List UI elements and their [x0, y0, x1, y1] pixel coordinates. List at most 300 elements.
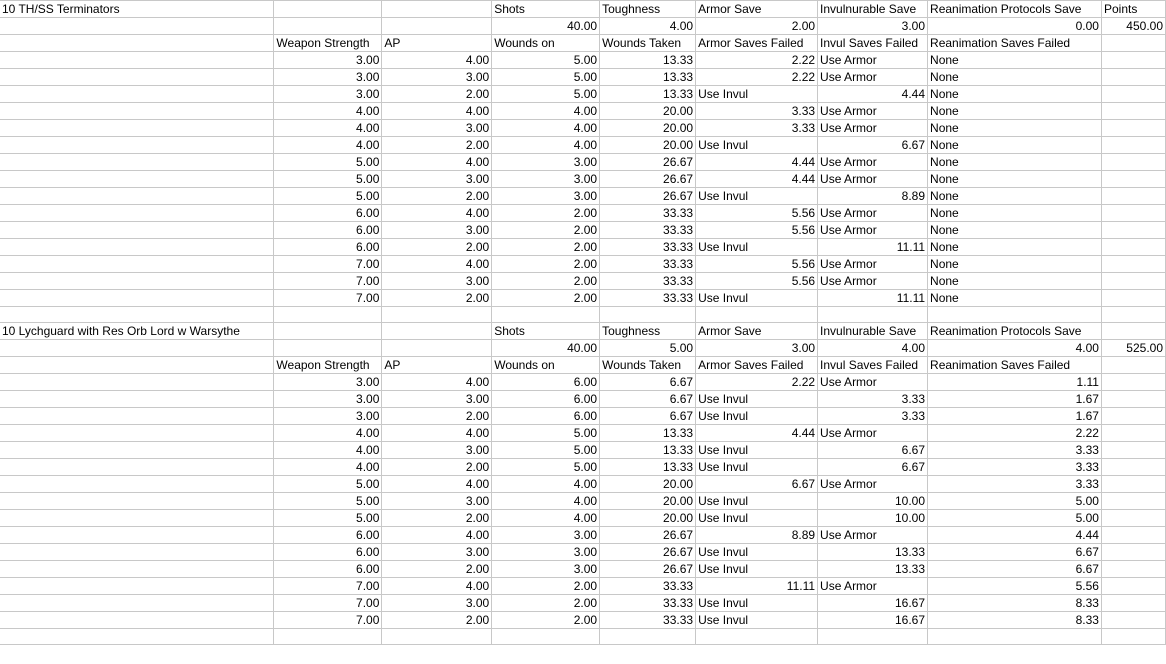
cell-B33[interactable]: 6.00: [274, 544, 382, 561]
cell-E9[interactable]: 20.00: [600, 137, 696, 154]
cell-C7[interactable]: 4.00: [382, 103, 492, 120]
cell-G9[interactable]: 6.67: [818, 137, 928, 154]
cell-H12[interactable]: None: [928, 188, 1102, 205]
cell-A35[interactable]: [0, 578, 274, 595]
cell-I22[interactable]: [1101, 357, 1165, 374]
cell-H10[interactable]: None: [928, 154, 1102, 171]
cell-G2[interactable]: 3.00: [818, 18, 928, 35]
cell-F19[interactable]: [696, 307, 818, 323]
cell-G38[interactable]: [818, 629, 928, 645]
cell-D28[interactable]: 5.00: [492, 459, 600, 476]
cell-I32[interactable]: [1101, 527, 1165, 544]
cell-I33[interactable]: [1101, 544, 1165, 561]
cell-A36[interactable]: [0, 595, 274, 612]
cell-A7[interactable]: [0, 103, 274, 120]
cell-H21[interactable]: 4.00: [928, 340, 1102, 357]
cell-D21[interactable]: 40.00: [492, 340, 600, 357]
cell-E38[interactable]: [600, 629, 696, 645]
cell-G14[interactable]: Use Armor: [818, 222, 928, 239]
cell-I26[interactable]: [1101, 425, 1165, 442]
cell-E8[interactable]: 20.00: [600, 120, 696, 137]
cell-H16[interactable]: None: [928, 256, 1102, 273]
cell-G10[interactable]: Use Armor: [818, 154, 928, 171]
cell-C11[interactable]: 3.00: [382, 171, 492, 188]
cell-C20[interactable]: [382, 323, 492, 340]
cell-B29[interactable]: 5.00: [274, 476, 382, 493]
cell-G22[interactable]: Invul Saves Failed: [818, 357, 928, 374]
cell-H32[interactable]: 4.44: [928, 527, 1102, 544]
cell-B31[interactable]: 5.00: [274, 510, 382, 527]
cell-A15[interactable]: [0, 239, 274, 256]
cell-D34[interactable]: 3.00: [492, 561, 600, 578]
cell-F14[interactable]: 5.56: [696, 222, 818, 239]
cell-E6[interactable]: 13.33: [600, 86, 696, 103]
cell-B13[interactable]: 6.00: [274, 205, 382, 222]
cell-G1[interactable]: Invulnurable Save: [818, 1, 928, 18]
cell-E3[interactable]: Wounds Taken: [600, 35, 696, 52]
cell-A24[interactable]: [0, 391, 274, 408]
cell-D9[interactable]: 4.00: [492, 137, 600, 154]
cell-A34[interactable]: [0, 561, 274, 578]
cell-G33[interactable]: 13.33: [818, 544, 928, 561]
cell-A11[interactable]: [0, 171, 274, 188]
cell-I3[interactable]: [1101, 35, 1165, 52]
cell-E28[interactable]: 13.33: [600, 459, 696, 476]
cell-D22[interactable]: Wounds on: [492, 357, 600, 374]
cell-B23[interactable]: 3.00: [274, 374, 382, 391]
cell-A25[interactable]: [0, 408, 274, 425]
cell-H28[interactable]: 3.33: [928, 459, 1102, 476]
cell-A30[interactable]: [0, 493, 274, 510]
cell-F20[interactable]: Armor Save: [696, 323, 818, 340]
cell-B18[interactable]: 7.00: [274, 290, 382, 307]
cell-F27[interactable]: Use Invul: [696, 442, 818, 459]
cell-C19[interactable]: [382, 307, 492, 323]
cell-B8[interactable]: 4.00: [274, 120, 382, 137]
cell-E13[interactable]: 33.33: [600, 205, 696, 222]
cell-G37[interactable]: 16.67: [818, 612, 928, 629]
cell-I27[interactable]: [1101, 442, 1165, 459]
cell-G35[interactable]: Use Armor: [818, 578, 928, 595]
cell-B6[interactable]: 3.00: [274, 86, 382, 103]
cell-D36[interactable]: 2.00: [492, 595, 600, 612]
cell-G13[interactable]: Use Armor: [818, 205, 928, 222]
cell-B4[interactable]: 3.00: [274, 52, 382, 69]
cell-G32[interactable]: Use Armor: [818, 527, 928, 544]
cell-B9[interactable]: 4.00: [274, 137, 382, 154]
cell-H9[interactable]: None: [928, 137, 1102, 154]
cell-G7[interactable]: Use Armor: [818, 103, 928, 120]
cell-B38[interactable]: [274, 629, 382, 645]
cell-D12[interactable]: 3.00: [492, 188, 600, 205]
cell-I5[interactable]: [1101, 69, 1165, 86]
cell-I34[interactable]: [1101, 561, 1165, 578]
cell-F25[interactable]: Use Invul: [696, 408, 818, 425]
cell-G20[interactable]: Invulnurable Save: [818, 323, 928, 340]
cell-I16[interactable]: [1101, 256, 1165, 273]
cell-H3[interactable]: Reanimation Saves Failed: [928, 35, 1102, 52]
cell-A33[interactable]: [0, 544, 274, 561]
cell-H14[interactable]: None: [928, 222, 1102, 239]
cell-A31[interactable]: [0, 510, 274, 527]
cell-A26[interactable]: [0, 425, 274, 442]
cell-F29[interactable]: 6.67: [696, 476, 818, 493]
cell-H25[interactable]: 1.67: [928, 408, 1102, 425]
cell-D31[interactable]: 4.00: [492, 510, 600, 527]
cell-A21[interactable]: [0, 340, 274, 357]
cell-F18[interactable]: Use Invul: [696, 290, 818, 307]
cell-D15[interactable]: 2.00: [492, 239, 600, 256]
cell-F9[interactable]: Use Invul: [696, 137, 818, 154]
cell-A8[interactable]: [0, 120, 274, 137]
cell-B7[interactable]: 4.00: [274, 103, 382, 120]
cell-B5[interactable]: 3.00: [274, 69, 382, 86]
cell-F7[interactable]: 3.33: [696, 103, 818, 120]
cell-D8[interactable]: 4.00: [492, 120, 600, 137]
cell-I29[interactable]: [1101, 476, 1165, 493]
cell-E21[interactable]: 5.00: [600, 340, 696, 357]
cell-G25[interactable]: 3.33: [818, 408, 928, 425]
cell-C9[interactable]: 2.00: [382, 137, 492, 154]
cell-I18[interactable]: [1101, 290, 1165, 307]
cell-C17[interactable]: 3.00: [382, 273, 492, 290]
cell-I24[interactable]: [1101, 391, 1165, 408]
cell-B10[interactable]: 5.00: [274, 154, 382, 171]
cell-E1[interactable]: Toughness: [600, 1, 696, 18]
cell-C12[interactable]: 2.00: [382, 188, 492, 205]
cell-C10[interactable]: 4.00: [382, 154, 492, 171]
cell-B37[interactable]: 7.00: [274, 612, 382, 629]
cell-E23[interactable]: 6.67: [600, 374, 696, 391]
cell-C23[interactable]: 4.00: [382, 374, 492, 391]
cell-A20[interactable]: 10 Lychguard with Res Orb Lord w Warsythe: [0, 323, 274, 340]
cell-F33[interactable]: Use Invul: [696, 544, 818, 561]
cell-G3[interactable]: Invul Saves Failed: [818, 35, 928, 52]
cell-B32[interactable]: 6.00: [274, 527, 382, 544]
cell-I21[interactable]: 525.00: [1101, 340, 1165, 357]
cell-E11[interactable]: 26.67: [600, 171, 696, 188]
cell-C18[interactable]: 2.00: [382, 290, 492, 307]
cell-F16[interactable]: 5.56: [696, 256, 818, 273]
cell-G4[interactable]: Use Armor: [818, 52, 928, 69]
cell-E19[interactable]: [600, 307, 696, 323]
cell-D14[interactable]: 2.00: [492, 222, 600, 239]
cell-F4[interactable]: 2.22: [696, 52, 818, 69]
cell-E31[interactable]: 20.00: [600, 510, 696, 527]
cell-C21[interactable]: [382, 340, 492, 357]
cell-H36[interactable]: 8.33: [928, 595, 1102, 612]
cell-H4[interactable]: None: [928, 52, 1102, 69]
cell-F12[interactable]: Use Invul: [696, 188, 818, 205]
cell-H22[interactable]: Reanimation Saves Failed: [928, 357, 1102, 374]
cell-H2[interactable]: 0.00: [928, 18, 1102, 35]
cell-B35[interactable]: 7.00: [274, 578, 382, 595]
cell-I11[interactable]: [1101, 171, 1165, 188]
cell-B11[interactable]: 5.00: [274, 171, 382, 188]
cell-E29[interactable]: 20.00: [600, 476, 696, 493]
cell-C8[interactable]: 3.00: [382, 120, 492, 137]
cell-F28[interactable]: Use Invul: [696, 459, 818, 476]
cell-H37[interactable]: 8.33: [928, 612, 1102, 629]
cell-H38[interactable]: [928, 629, 1102, 645]
cell-D5[interactable]: 5.00: [492, 69, 600, 86]
cell-F3[interactable]: Armor Saves Failed: [696, 35, 818, 52]
cell-B14[interactable]: 6.00: [274, 222, 382, 239]
cell-A12[interactable]: [0, 188, 274, 205]
cell-F22[interactable]: Armor Saves Failed: [696, 357, 818, 374]
cell-E2[interactable]: 4.00: [600, 18, 696, 35]
cell-A2[interactable]: [0, 18, 274, 35]
cell-C25[interactable]: 2.00: [382, 408, 492, 425]
cell-G11[interactable]: Use Armor: [818, 171, 928, 188]
cell-C26[interactable]: 4.00: [382, 425, 492, 442]
cell-B24[interactable]: 3.00: [274, 391, 382, 408]
cell-F38[interactable]: [696, 629, 818, 645]
cell-D4[interactable]: 5.00: [492, 52, 600, 69]
cell-G36[interactable]: 16.67: [818, 595, 928, 612]
cell-G21[interactable]: 4.00: [818, 340, 928, 357]
cell-E25[interactable]: 6.67: [600, 408, 696, 425]
cell-E27[interactable]: 13.33: [600, 442, 696, 459]
cell-C38[interactable]: [382, 629, 492, 645]
cell-C15[interactable]: 2.00: [382, 239, 492, 256]
cell-C1[interactable]: [382, 1, 492, 18]
cell-F35[interactable]: 11.11: [696, 578, 818, 595]
cell-I6[interactable]: [1101, 86, 1165, 103]
cell-I30[interactable]: [1101, 493, 1165, 510]
cell-E33[interactable]: 26.67: [600, 544, 696, 561]
cell-I23[interactable]: [1101, 374, 1165, 391]
cell-F10[interactable]: 4.44: [696, 154, 818, 171]
cell-G6[interactable]: 4.44: [818, 86, 928, 103]
cell-A17[interactable]: [0, 273, 274, 290]
cell-I13[interactable]: [1101, 205, 1165, 222]
cell-G18[interactable]: 11.11: [818, 290, 928, 307]
cell-D10[interactable]: 3.00: [492, 154, 600, 171]
cell-G19[interactable]: [818, 307, 928, 323]
cell-D30[interactable]: 4.00: [492, 493, 600, 510]
cell-F24[interactable]: Use Invul: [696, 391, 818, 408]
cell-I8[interactable]: [1101, 120, 1165, 137]
cell-H6[interactable]: None: [928, 86, 1102, 103]
cell-I25[interactable]: [1101, 408, 1165, 425]
cell-H13[interactable]: None: [928, 205, 1102, 222]
cell-A32[interactable]: [0, 527, 274, 544]
cell-H15[interactable]: None: [928, 239, 1102, 256]
cell-E36[interactable]: 33.33: [600, 595, 696, 612]
cell-I35[interactable]: [1101, 578, 1165, 595]
cell-B26[interactable]: 4.00: [274, 425, 382, 442]
cell-A13[interactable]: [0, 205, 274, 222]
cell-H20[interactable]: Reanimation Protocols Save: [928, 323, 1102, 340]
cell-I4[interactable]: [1101, 52, 1165, 69]
cell-C22[interactable]: AP: [382, 357, 492, 374]
cell-C6[interactable]: 2.00: [382, 86, 492, 103]
cell-H35[interactable]: 5.56: [928, 578, 1102, 595]
cell-G29[interactable]: Use Armor: [818, 476, 928, 493]
cell-B1[interactable]: [274, 1, 382, 18]
cell-E30[interactable]: 20.00: [600, 493, 696, 510]
cell-E5[interactable]: 13.33: [600, 69, 696, 86]
cell-F34[interactable]: Use Invul: [696, 561, 818, 578]
cell-G30[interactable]: 10.00: [818, 493, 928, 510]
cell-I12[interactable]: [1101, 188, 1165, 205]
cell-D23[interactable]: 6.00: [492, 374, 600, 391]
cell-C31[interactable]: 2.00: [382, 510, 492, 527]
cell-I2[interactable]: 450.00: [1101, 18, 1165, 35]
cell-C35[interactable]: 4.00: [382, 578, 492, 595]
cell-B22[interactable]: Weapon Strength: [274, 357, 382, 374]
cell-I38[interactable]: [1101, 629, 1165, 645]
cell-D32[interactable]: 3.00: [492, 527, 600, 544]
cell-E14[interactable]: 33.33: [600, 222, 696, 239]
cell-I37[interactable]: [1101, 612, 1165, 629]
cell-I31[interactable]: [1101, 510, 1165, 527]
cell-C24[interactable]: 3.00: [382, 391, 492, 408]
cell-C36[interactable]: 3.00: [382, 595, 492, 612]
cell-D11[interactable]: 3.00: [492, 171, 600, 188]
cell-H27[interactable]: 3.33: [928, 442, 1102, 459]
cell-I17[interactable]: [1101, 273, 1165, 290]
cell-F11[interactable]: 4.44: [696, 171, 818, 188]
cell-I28[interactable]: [1101, 459, 1165, 476]
cell-A27[interactable]: [0, 442, 274, 459]
cell-H18[interactable]: None: [928, 290, 1102, 307]
cell-B3[interactable]: Weapon Strength: [274, 35, 382, 52]
cell-G15[interactable]: 11.11: [818, 239, 928, 256]
cell-E32[interactable]: 26.67: [600, 527, 696, 544]
cell-E20[interactable]: Toughness: [600, 323, 696, 340]
cell-C27[interactable]: 3.00: [382, 442, 492, 459]
cell-D35[interactable]: 2.00: [492, 578, 600, 595]
cell-C32[interactable]: 4.00: [382, 527, 492, 544]
cell-H24[interactable]: 1.67: [928, 391, 1102, 408]
cell-F26[interactable]: 4.44: [696, 425, 818, 442]
cell-F6[interactable]: Use Invul: [696, 86, 818, 103]
cell-F8[interactable]: 3.33: [696, 120, 818, 137]
cell-E17[interactable]: 33.33: [600, 273, 696, 290]
cell-H23[interactable]: 1.11: [928, 374, 1102, 391]
cell-B27[interactable]: 4.00: [274, 442, 382, 459]
cell-D17[interactable]: 2.00: [492, 273, 600, 290]
cell-A16[interactable]: [0, 256, 274, 273]
cell-C4[interactable]: 4.00: [382, 52, 492, 69]
cell-E24[interactable]: 6.67: [600, 391, 696, 408]
cell-G26[interactable]: Use Armor: [818, 425, 928, 442]
cell-E35[interactable]: 33.33: [600, 578, 696, 595]
cell-H31[interactable]: 5.00: [928, 510, 1102, 527]
cell-B20[interactable]: [274, 323, 382, 340]
cell-D13[interactable]: 2.00: [492, 205, 600, 222]
cell-D2[interactable]: 40.00: [492, 18, 600, 35]
cell-E10[interactable]: 26.67: [600, 154, 696, 171]
cell-C13[interactable]: 4.00: [382, 205, 492, 222]
cell-D25[interactable]: 6.00: [492, 408, 600, 425]
cell-A4[interactable]: [0, 52, 274, 69]
cell-H30[interactable]: 5.00: [928, 493, 1102, 510]
cell-A14[interactable]: [0, 222, 274, 239]
cell-E16[interactable]: 33.33: [600, 256, 696, 273]
cell-E15[interactable]: 33.33: [600, 239, 696, 256]
cell-D6[interactable]: 5.00: [492, 86, 600, 103]
cell-D3[interactable]: Wounds on: [492, 35, 600, 52]
cell-H11[interactable]: None: [928, 171, 1102, 188]
cell-F15[interactable]: Use Invul: [696, 239, 818, 256]
cell-D37[interactable]: 2.00: [492, 612, 600, 629]
cell-C3[interactable]: AP: [382, 35, 492, 52]
cell-E26[interactable]: 13.33: [600, 425, 696, 442]
cell-F21[interactable]: 3.00: [696, 340, 818, 357]
cell-F2[interactable]: 2.00: [696, 18, 818, 35]
cell-G31[interactable]: 10.00: [818, 510, 928, 527]
cell-E4[interactable]: 13.33: [600, 52, 696, 69]
cell-G27[interactable]: 6.67: [818, 442, 928, 459]
cell-G28[interactable]: 6.67: [818, 459, 928, 476]
cell-D19[interactable]: [492, 307, 600, 323]
cell-D20[interactable]: Shots: [492, 323, 600, 340]
cell-H34[interactable]: 6.67: [928, 561, 1102, 578]
cell-A3[interactable]: [0, 35, 274, 52]
cell-I20[interactable]: [1101, 323, 1165, 340]
cell-A18[interactable]: [0, 290, 274, 307]
cell-A6[interactable]: [0, 86, 274, 103]
cell-H1[interactable]: Reanimation Protocols Save: [928, 1, 1102, 18]
cell-F31[interactable]: Use Invul: [696, 510, 818, 527]
cell-C28[interactable]: 2.00: [382, 459, 492, 476]
cell-A37[interactable]: [0, 612, 274, 629]
cell-F23[interactable]: 2.22: [696, 374, 818, 391]
cell-C14[interactable]: 3.00: [382, 222, 492, 239]
cell-A1[interactable]: 10 TH/SS Terminators: [0, 1, 274, 18]
cell-C5[interactable]: 3.00: [382, 69, 492, 86]
cell-B36[interactable]: 7.00: [274, 595, 382, 612]
cell-E18[interactable]: 33.33: [600, 290, 696, 307]
cell-D18[interactable]: 2.00: [492, 290, 600, 307]
cell-D7[interactable]: 4.00: [492, 103, 600, 120]
cell-F17[interactable]: 5.56: [696, 273, 818, 290]
cell-F37[interactable]: Use Invul: [696, 612, 818, 629]
cell-H17[interactable]: None: [928, 273, 1102, 290]
cell-A29[interactable]: [0, 476, 274, 493]
cell-H8[interactable]: None: [928, 120, 1102, 137]
cell-E12[interactable]: 26.67: [600, 188, 696, 205]
cell-B34[interactable]: 6.00: [274, 561, 382, 578]
cell-B12[interactable]: 5.00: [274, 188, 382, 205]
cell-A9[interactable]: [0, 137, 274, 154]
cell-A28[interactable]: [0, 459, 274, 476]
cell-F36[interactable]: Use Invul: [696, 595, 818, 612]
cell-B19[interactable]: [274, 307, 382, 323]
cell-D16[interactable]: 2.00: [492, 256, 600, 273]
cell-B16[interactable]: 7.00: [274, 256, 382, 273]
cell-D29[interactable]: 4.00: [492, 476, 600, 493]
cell-E34[interactable]: 26.67: [600, 561, 696, 578]
cell-G24[interactable]: 3.33: [818, 391, 928, 408]
cell-E37[interactable]: 33.33: [600, 612, 696, 629]
cell-I7[interactable]: [1101, 103, 1165, 120]
cell-C30[interactable]: 3.00: [382, 493, 492, 510]
cell-D27[interactable]: 5.00: [492, 442, 600, 459]
cell-D26[interactable]: 5.00: [492, 425, 600, 442]
cell-D24[interactable]: 6.00: [492, 391, 600, 408]
cell-H5[interactable]: None: [928, 69, 1102, 86]
cell-F1[interactable]: Armor Save: [696, 1, 818, 18]
cell-B2[interactable]: [274, 18, 382, 35]
cell-B15[interactable]: 6.00: [274, 239, 382, 256]
cell-G34[interactable]: 13.33: [818, 561, 928, 578]
cell-C29[interactable]: 4.00: [382, 476, 492, 493]
cell-H33[interactable]: 6.67: [928, 544, 1102, 561]
